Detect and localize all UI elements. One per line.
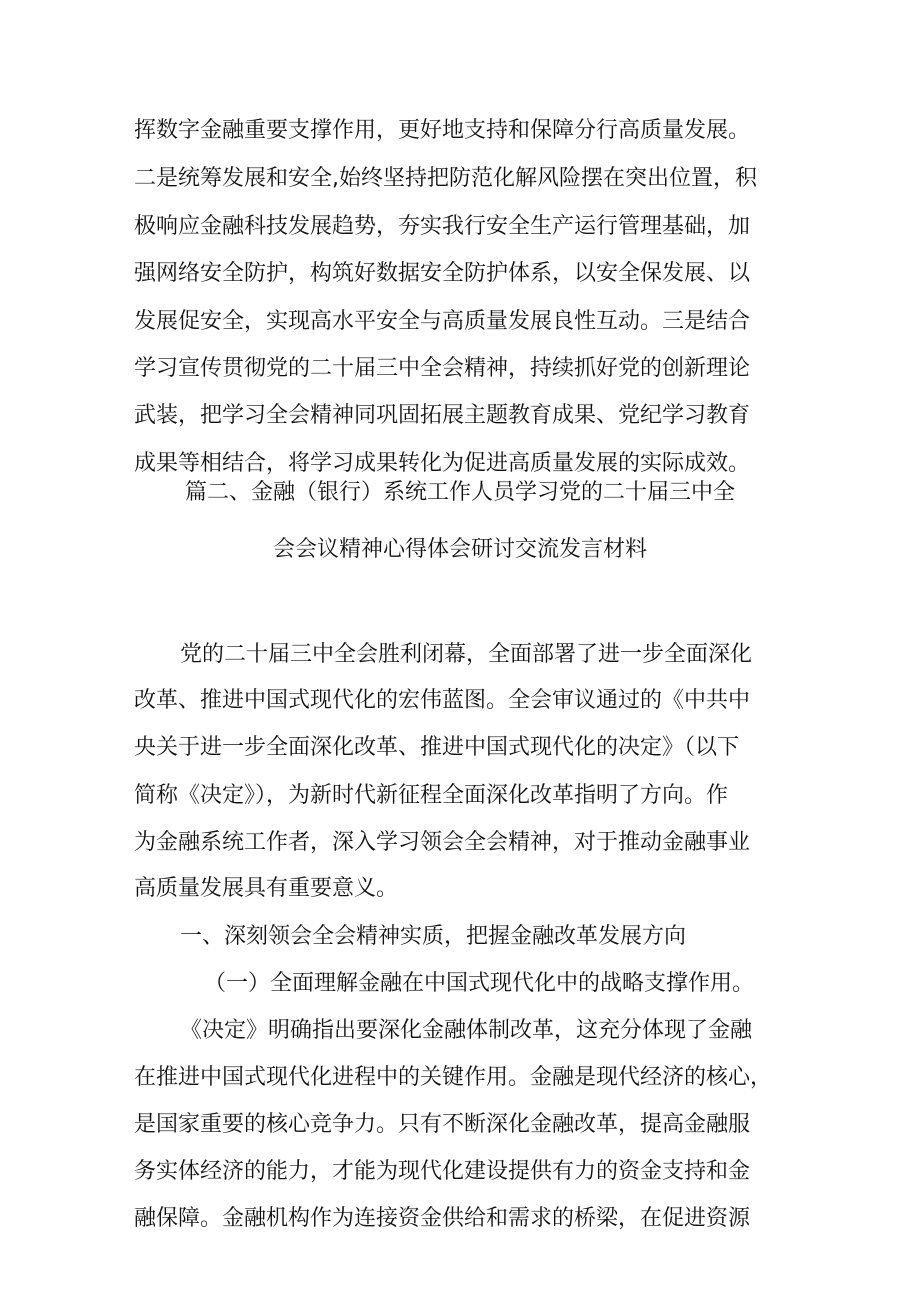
text-line: 发展促安全，实现高水平安全与高质量发展良性互动。三是结合 [134, 309, 751, 334]
text-line: 简称《决定》），为新时代新征程全面深化改革指明了方向。作 [134, 783, 729, 808]
text-line: 是国家重要的核心竞争力。只有不断深化金融改革，提高金融服 [134, 1112, 751, 1137]
text-line: 武装，把学习全会精神同巩固拓展主题教育成果、党纪学习教育 [134, 403, 751, 428]
text-line: 改革、推进中国式现代化的宏伟蓝图。全会审议通过的《中共中 [134, 688, 751, 713]
heading-level-2: （一）全面理解金融在中国式现代化中的战略支撑作用。 [204, 971, 755, 996]
text-line: 高质量发展具有重要意义。 [134, 876, 399, 901]
text-line: 强网络安全防护，构筑好数据安全防护体系，以安全保发展、以 [134, 261, 751, 286]
text-line: 在推进中国式现代化进程中的关键作用。金融是现代经济的核心， [134, 1065, 773, 1090]
text-line: 极响应金融科技发展趋势，夯实我行安全生产运行管理基础，加 [134, 214, 751, 239]
text-line: 《决定》明确指出要深化金融体制改革，这充分体现了金融 [180, 1018, 753, 1043]
text-line: 党的二十届三中全会胜利闭幕，全面部署了进一步全面深化 [180, 642, 753, 667]
text-line: 为金融系统工作者，深入学习领会全会精神，对于推动金融事业 [134, 830, 751, 855]
text-line: 学习宣传贯彻党的二十届三中全会精神，持续抓好党的创新理论 [134, 356, 751, 381]
text-line: 央关于进一步全面深化改革、推进中国式现代化的决定》（以下 [134, 735, 740, 760]
text-line: 融保障。金融机构作为连接资金供给和需求的桥梁，在促进资源 [134, 1206, 751, 1231]
section-title: 篇二、金融（银行）系统工作人员学习党的二十届三中全 [184, 480, 735, 505]
text-line: 成果等相结合，将学习成果转化为促进高质量发展的实际成效。 [134, 451, 751, 476]
heading-level-1: 一、深刻领会全会精神实质，把握金融改革发展方向 [180, 924, 687, 949]
text-line: 务实体经济的能力，才能为现代化建设提供有力的资金支持和金 [134, 1159, 751, 1184]
text-line: 挥数字金融重要支撑作用，更好地支持和保障分行高质量发展。 [134, 118, 751, 143]
text-line: 二是统筹发展和安全,始终坚持把防范化解风险摆在突出位置，积 [134, 166, 757, 191]
section-title: 会会议精神心得体会研讨交流发言材料 [272, 537, 647, 562]
